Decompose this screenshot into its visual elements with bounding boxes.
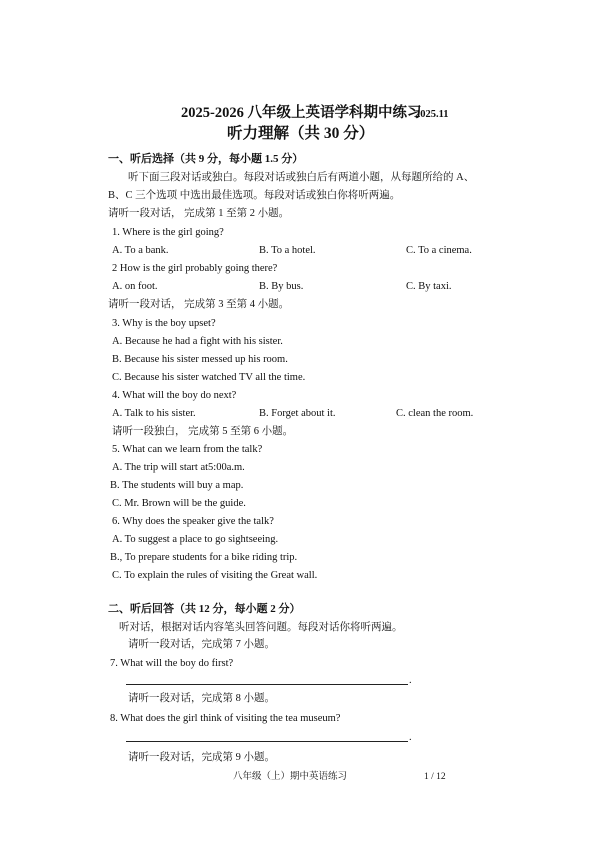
question-3-option-c: C. Because his sister watched TV all the time.: [112, 372, 306, 383]
dialogue2-intro: 请听一段对话， 完成第 3 至第 4 小题。: [108, 299, 290, 310]
question-5-option-a: A. The trip will start at5:00a.m.: [112, 462, 245, 473]
question-4-option-b: B. Forget about it.: [259, 408, 336, 419]
question-1-option-c: C. To a cinema.: [406, 245, 472, 256]
question-6-option-c: C. To explain the rules of visiting the Great wall.: [112, 570, 318, 581]
question-4-option-a: A. Talk to his sister.: [112, 408, 196, 419]
document-date: 2025.11: [415, 109, 449, 120]
question-6-option-a: A. To suggest a place to go sightseeing.: [112, 534, 279, 545]
dialogue1-intro: 请听一段对话， 完成第 1 至第 2 小题。: [108, 208, 290, 219]
question-2-option-b: B. By bus.: [259, 281, 304, 292]
footer-title: 八年级（上）期中英语练习: [233, 772, 348, 782]
part-title: 听力理解（共 30 分）: [227, 125, 375, 142]
question-8-line-end: .: [409, 732, 412, 743]
page-number: 1 / 12: [424, 772, 446, 782]
question-3: 3. Why is the boy upset?: [112, 318, 216, 329]
question-1-option-a: A. To a bank.: [112, 245, 169, 256]
section2-dialogue1-intro: 请听一段对话，完成第 7 小题。: [128, 639, 275, 650]
question-2: 2 How is the girl probably going there?: [112, 263, 278, 274]
section2-dialogue2-intro: 请听一段对话，完成第 8 小题。: [128, 693, 275, 704]
section2-heading: 二、听后回答（共 12 分，每小题 2 分）: [108, 603, 301, 615]
section2-dialogue3-intro: 请听一段对话，完成第 9 小题。: [128, 752, 275, 763]
section1-heading: 一、听后选择（共 9 分，每小题 1.5 分）: [108, 153, 304, 165]
monologue-intro: 请听一段独白， 完成第 5 至第 6 小题。: [112, 426, 294, 437]
question-5-option-c: C. Mr. Brown will be the guide.: [112, 498, 246, 509]
question-2-option-c: C. By taxi.: [406, 281, 452, 292]
section1-instruction-line2: B、C 三个选项 中选出最佳选项。每段对话或独白你将听两遍。: [108, 190, 401, 201]
section1-instruction-line1: 听下面三段对话或独白。每段对话或独白后有两道小题，从每题所给的 A、: [128, 172, 475, 183]
document-title: 2025-2026 八年级上英语学科期中练习: [181, 105, 422, 121]
question-6: 6. Why does the speaker give the talk?: [112, 516, 274, 527]
question-2-option-a: A. on foot.: [112, 281, 158, 292]
question-6-option-b: B., To prepare students for a bike riding trip.: [110, 552, 298, 563]
section2-instruction: 听对话，根据对话内容笔头回答问题。每段对话你将听两遍。: [119, 622, 403, 633]
question-3-option-b: B. Because his sister messed up his room.: [112, 354, 288, 365]
question-1: 1. Where is the girl going?: [112, 227, 224, 238]
question-7: 7. What will the boy do first?: [110, 658, 234, 669]
question-7-answer-line[interactable]: [126, 684, 408, 685]
question-5: 5. What can we learn from the talk?: [112, 444, 263, 455]
question-8: 8. What does the girl think of visiting the tea museum?: [110, 713, 341, 724]
question-5-option-b: B. The students will buy a map.: [110, 480, 244, 491]
question-4-option-c: C. clean the room.: [396, 408, 474, 419]
question-8-answer-line[interactable]: [126, 741, 408, 742]
question-7-line-end: .: [409, 675, 412, 686]
question-3-option-a: A. Because he had a fight with his sister.: [112, 336, 283, 347]
question-1-option-b: B. To a hotel.: [259, 245, 316, 256]
question-4: 4. What will the boy do next?: [112, 390, 237, 401]
